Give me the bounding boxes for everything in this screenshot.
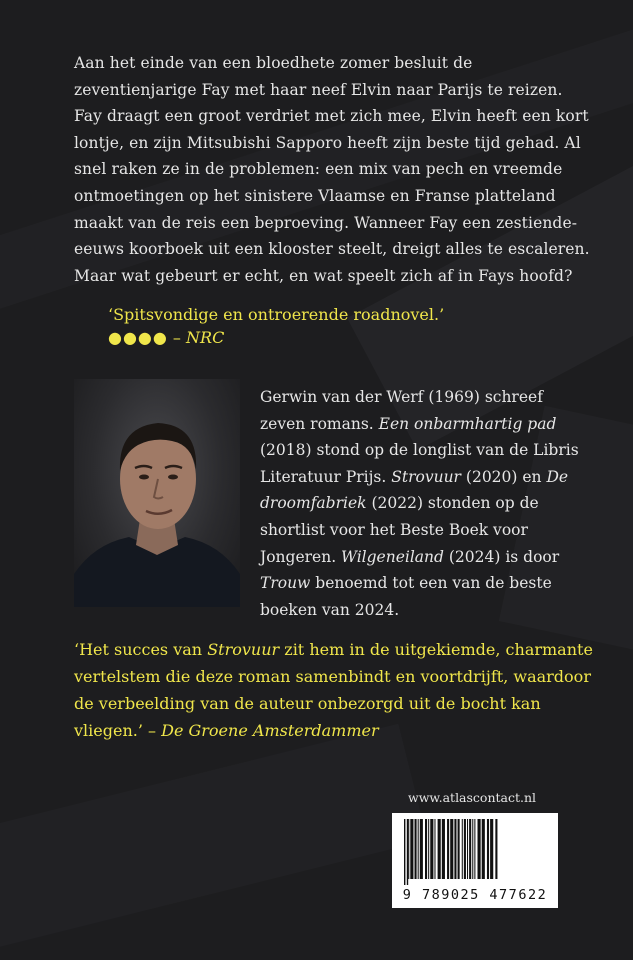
bio-text-4: (2022) stonden op de shortlist voor het Beste Boek voor Jongeren.	[260, 494, 539, 566]
barcode-bar	[454, 819, 456, 879]
barcode-bar	[425, 819, 427, 879]
author-portrait-icon	[74, 379, 240, 607]
quote2-separator: –	[142, 721, 162, 740]
quote2-open: ‘Het succes van	[74, 640, 208, 659]
rating-separator: –	[167, 328, 187, 347]
barcode-bar	[447, 819, 449, 879]
bio-text-6: benoemd tot een van de beste boeken van 2024.	[260, 574, 552, 619]
barcode-bar	[408, 819, 409, 879]
review-source-nrc: NRC	[186, 328, 225, 347]
bio-book-title-3: De droomfabriek	[260, 467, 569, 513]
barcode-bar	[428, 819, 429, 879]
barcode-bar	[469, 819, 471, 879]
author-bio	[260, 384, 590, 623]
barcode-bar	[407, 819, 408, 885]
barcode-bar	[487, 819, 489, 879]
barcode-bar	[464, 819, 466, 879]
isbn-number: 9 789025 477622	[402, 887, 548, 903]
review-rating	[108, 328, 224, 347]
bio-book-title-2: Strovuur	[391, 467, 461, 486]
author-photo	[74, 379, 240, 607]
back-cover-blurb: Aan het einde van een bloedhete zomer besluit de zeventienjarige Fay met haar neef Elvin naar Parijs te reizen. Fay draagt een groot verdriet met zich mee, Elvin heeft een kort lontje, en zijn Mitsubishi Sapporo heeft zijn beste tijd gehad. Al snel raken ze in de problemen: een mix van pech en vreemde ontmoetingen op het sinistere Vlaamse en Franse platteland maakt van de reis een beproeving. Wanneer Fay een zestiende- eeuws koorboek uit een klooster steelt, dreigt alles te escaleren. Maar wat gebeurt er echt, en wat speelt zich af in Fays hoofd?	[74, 54, 590, 285]
bio-book-title-1: Een onbarmhartig pad	[378, 414, 557, 433]
barcode-bar	[495, 819, 497, 879]
barcode-bar	[434, 819, 435, 879]
barcode-icon	[392, 813, 558, 887]
background-shape-bottom	[0, 724, 427, 957]
review-quote-nrc: ‘Spitsvondige en ontroerende roadnovel.’	[108, 305, 445, 324]
barcode-bar	[467, 819, 468, 879]
barcode-bar	[490, 819, 493, 879]
quote2-book-title: Strovuur	[207, 640, 280, 659]
barcode-bar	[415, 819, 417, 879]
barcode-bar	[442, 819, 445, 879]
bio-text-2: (2018) stond op de longlist van de Libris Literatuur Prijs.	[260, 441, 579, 486]
bio-text-5: (2024) is door	[443, 547, 560, 566]
barcode-bar	[438, 819, 441, 879]
barcode-bar	[462, 819, 463, 879]
barcode-bar	[478, 819, 481, 879]
barcode-bar	[482, 819, 485, 879]
barcode-bar	[418, 819, 419, 879]
rating-dots: ●●●●	[108, 328, 168, 347]
barcode-bar	[472, 819, 473, 879]
quote2-text: zit hem in de uitgekiemde, charmante vertelstem die deze roman samenbindt en voortdrijft, waardoor de verbeelding van de auteur onbezorgd uit de bocht kan vliegen.’	[74, 640, 593, 740]
review-source-groene: De Groene Amsterdammer	[161, 721, 379, 740]
publisher-website[interactable]: www.atlascontact.nl	[408, 790, 537, 805]
barcode-bar	[410, 819, 413, 879]
isbn-barcode	[392, 813, 558, 908]
barcode-bar	[404, 819, 405, 885]
bio-text-1: Gerwin van der Werf (1969) schreef zeven romans.	[260, 388, 543, 433]
barcode-bar	[430, 819, 433, 879]
barcode-bar	[458, 819, 460, 879]
bio-text-3: (2020) en	[460, 467, 547, 486]
bio-newspaper: Trouw	[260, 574, 311, 593]
review-quote-groene	[74, 636, 594, 744]
barcode-bar	[474, 819, 475, 879]
barcode-bar	[420, 819, 423, 879]
barcode-bar	[450, 819, 453, 879]
bio-book-title-4: Wilgeneiland	[341, 547, 444, 566]
